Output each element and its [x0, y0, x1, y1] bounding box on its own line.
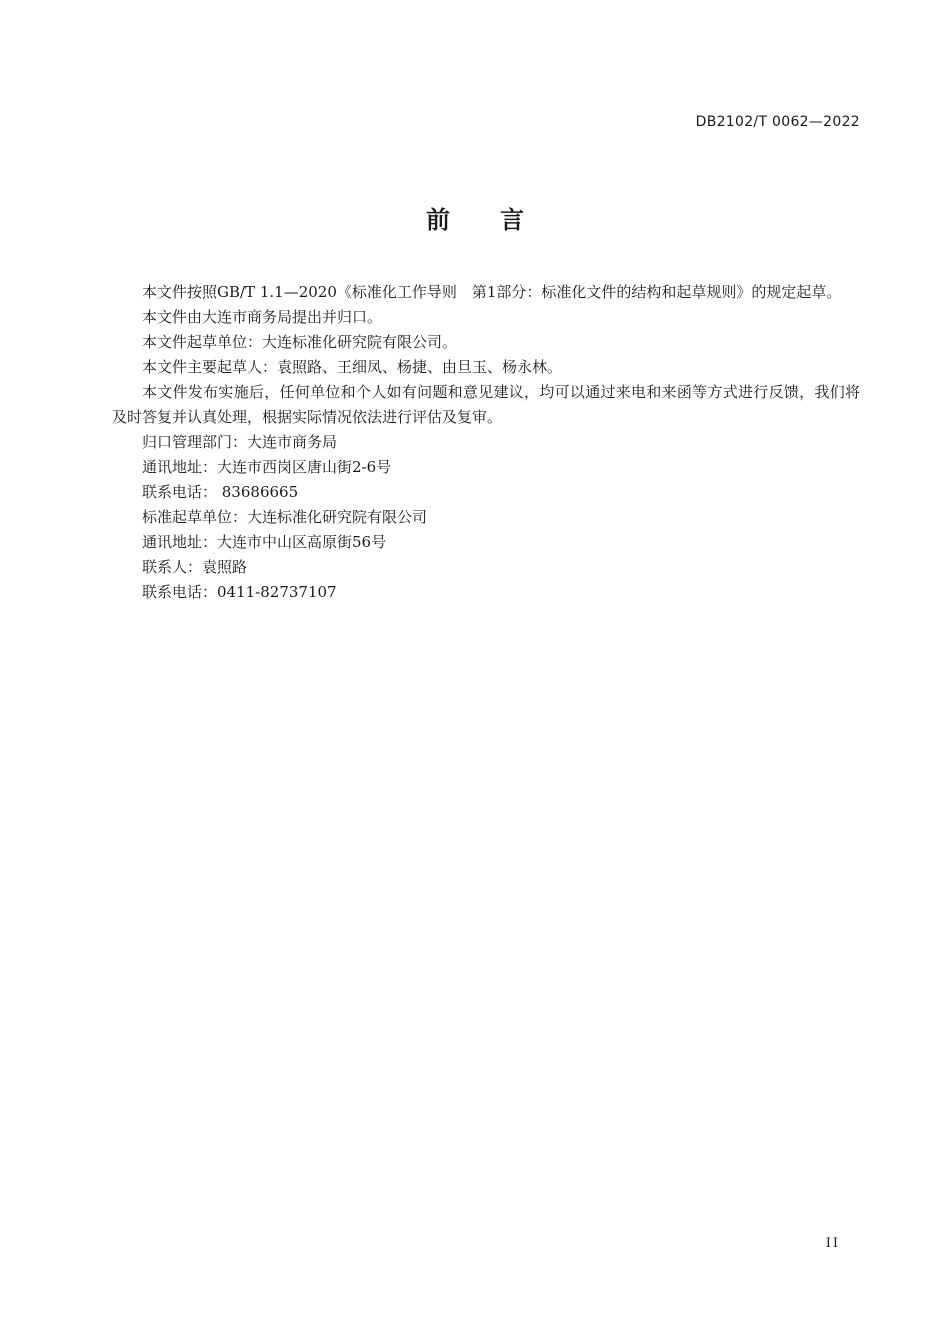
paragraph-feedback: 本文件发布实施后，任何单位和个人如有问题和意见建议，均可以通过来电和来函等方式进行反馈，我们将及时答复并认真处理，根据实际情况依法进行评估及复审。 [112, 383, 860, 426]
paragraph-address-1: 通讯地址：大连市西岗区唐山街2-6号 [142, 458, 392, 476]
paragraph-phone-2: 联系电话：0411-82737107 [142, 583, 337, 601]
paragraph-proposer: 本文件由大连市商务局提出并归口。 [142, 308, 383, 326]
page-title: 前言 [426, 206, 574, 234]
paragraph-drafters: 本文件主要起草人：袁照路、王细凤、杨捷、由旦玉、杨永林。 [142, 358, 563, 376]
paragraph-address-2: 通讯地址：大连市中山区高原街56号 [142, 533, 387, 551]
paragraph-phone-1: 联系电话： 83686665 [142, 483, 299, 501]
document-code: DB2102/T 0062—2022 [695, 114, 860, 130]
paragraph-management-dept: 归口管理部门：大连市商务局 [142, 433, 338, 451]
paragraph-standard-drafting-unit: 标准起草单位：大连标准化研究院有限公司 [142, 508, 428, 526]
page-number: II [825, 1236, 840, 1251]
paragraph-contact-person: 联系人：袁照路 [142, 558, 248, 576]
paragraph-drafting-unit: 本文件起草单位：大连标准化研究院有限公司。 [142, 333, 458, 351]
foreword-body [112, 280, 860, 605]
paragraph-drafting-rules: 本文件按照GB/T 1.1—2020《标准化工作导则 第1部分：标准化文件的结构和起草规则》的规定起草。 [142, 283, 842, 301]
